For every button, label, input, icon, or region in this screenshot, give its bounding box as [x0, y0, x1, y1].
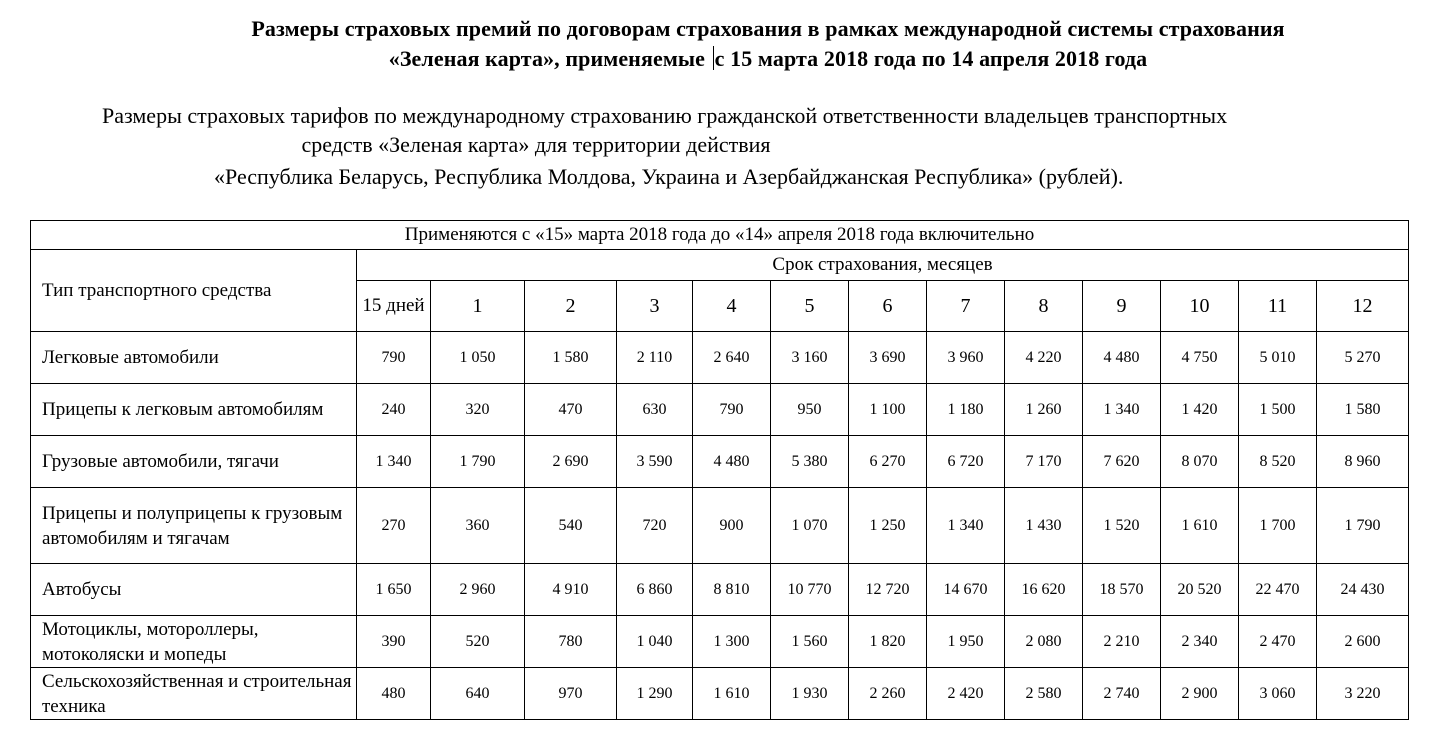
premium-value-cell: 3 960	[927, 332, 1005, 384]
premium-value-cell: 2 470	[1239, 616, 1317, 668]
subtitle-line-2: средств «Зеленая карта» для территории действия	[301, 132, 771, 157]
premium-value-cell: 1 650	[357, 564, 431, 616]
premium-value-cell: 1 500	[1239, 384, 1317, 436]
vehicle-type-cell: Мотоциклы, мотороллеры, мотоколяски и мопеды	[31, 616, 357, 668]
premium-value-cell: 1 420	[1161, 384, 1239, 436]
term-column-header: 4	[693, 281, 771, 332]
table-row	[31, 668, 1409, 720]
table-row	[31, 488, 1409, 564]
premium-value-cell: 1 520	[1083, 488, 1161, 564]
premium-value-cell: 3 220	[1317, 668, 1409, 720]
premium-value-cell: 240	[357, 384, 431, 436]
premium-value-cell: 970	[525, 668, 617, 720]
premium-value-cell: 790	[357, 332, 431, 384]
premium-value-cell: 390	[357, 616, 431, 668]
premium-value-cell: 1 100	[849, 384, 927, 436]
premium-value-cell: 1 820	[849, 616, 927, 668]
premium-value-cell: 1 700	[1239, 488, 1317, 564]
premium-value-cell: 360	[431, 488, 525, 564]
validity-period-banner: Применяются с «15» марта 2018 года до «14» апреля 2018 года включительно	[31, 221, 1409, 250]
insurance-rates-table	[30, 220, 1409, 720]
term-column-header: 9	[1083, 281, 1161, 332]
table-row	[31, 384, 1409, 436]
term-column-header: 15 дней	[357, 281, 431, 332]
premium-value-cell: 24 430	[1317, 564, 1409, 616]
premium-value-cell: 1 340	[357, 436, 431, 488]
subtitle-line-3: «Республика Беларусь, Республика Молдова, Украина и Азербайджанская Республика» (рублей).	[214, 164, 1124, 189]
premium-value-cell: 1 180	[927, 384, 1005, 436]
premium-value-cell: 2 580	[1005, 668, 1083, 720]
premium-value-cell: 5 270	[1317, 332, 1409, 384]
premium-value-cell: 2 600	[1317, 616, 1409, 668]
vehicle-type-cell: Прицепы и полуприцепы к грузовым автомобилям и тягачам	[31, 488, 357, 564]
premium-value-cell: 1 040	[617, 616, 693, 668]
premium-value-cell: 1 050	[431, 332, 525, 384]
term-column-header: 3	[617, 281, 693, 332]
premium-value-cell: 8 520	[1239, 436, 1317, 488]
term-column-header: 6	[849, 281, 927, 332]
premium-value-cell: 22 470	[1239, 564, 1317, 616]
premium-value-cell: 4 480	[1083, 332, 1161, 384]
table-row	[31, 332, 1409, 384]
premium-value-cell: 4 910	[525, 564, 617, 616]
premium-value-cell: 270	[357, 488, 431, 564]
premium-value-cell: 8 960	[1317, 436, 1409, 488]
premium-value-cell: 320	[431, 384, 525, 436]
term-column-header: 8	[1005, 281, 1083, 332]
premium-value-cell: 1 250	[849, 488, 927, 564]
premium-value-cell: 520	[431, 616, 525, 668]
premium-value-cell: 2 690	[525, 436, 617, 488]
premium-value-cell: 1 560	[771, 616, 849, 668]
insurance-term-header: Срок страхования, месяцев	[357, 250, 1409, 281]
premium-value-cell: 1 790	[431, 436, 525, 488]
premium-value-cell: 2 900	[1161, 668, 1239, 720]
term-column-header: 2	[525, 281, 617, 332]
premium-value-cell: 2 340	[1161, 616, 1239, 668]
table-row	[31, 616, 1409, 668]
document-title-line-1: Размеры страховых премий по договорам страхования в рамках международной системы страхования	[251, 16, 1285, 41]
premium-value-cell: 20 520	[1161, 564, 1239, 616]
term-column-header: 12	[1317, 281, 1409, 332]
premium-value-cell: 6 860	[617, 564, 693, 616]
premium-value-cell: 900	[693, 488, 771, 564]
premium-value-cell: 720	[617, 488, 693, 564]
premium-value-cell: 2 260	[849, 668, 927, 720]
premium-value-cell: 3 160	[771, 332, 849, 384]
document-title-line-2	[0, 44, 1446, 74]
term-column-header: 5	[771, 281, 849, 332]
premium-value-cell: 3 590	[617, 436, 693, 488]
premium-value-cell: 4 750	[1161, 332, 1239, 384]
premium-value-cell: 7 620	[1083, 436, 1161, 488]
premium-value-cell: 480	[357, 668, 431, 720]
premium-value-cell: 6 720	[927, 436, 1005, 488]
premium-value-cell: 1 930	[771, 668, 849, 720]
premium-value-cell: 780	[525, 616, 617, 668]
premium-value-cell: 7 170	[1005, 436, 1083, 488]
premium-value-cell: 4 480	[693, 436, 771, 488]
premium-value-cell: 2 640	[693, 332, 771, 384]
premium-value-cell: 12 720	[849, 564, 927, 616]
premium-value-cell: 640	[431, 668, 525, 720]
premium-value-cell: 8 070	[1161, 436, 1239, 488]
vehicle-type-cell: Автобусы	[31, 564, 357, 616]
term-column-header: 11	[1239, 281, 1317, 332]
vehicle-type-cell: Сельскохозяйственная и строительная техника	[31, 668, 357, 720]
premium-value-cell: 4 220	[1005, 332, 1083, 384]
vehicle-type-header: Тип транспортного средства	[31, 250, 357, 332]
term-column-header: 1	[431, 281, 525, 332]
premium-value-cell: 630	[617, 384, 693, 436]
premium-value-cell: 1 340	[1083, 384, 1161, 436]
premium-value-cell: 1 790	[1317, 488, 1409, 564]
premium-value-cell: 16 620	[1005, 564, 1083, 616]
table-row	[31, 564, 1409, 616]
title-line-2-part-b: с 15 марта 2018 года по 14 апреля 2018 года	[714, 46, 1148, 71]
premium-value-cell: 470	[525, 384, 617, 436]
table-row	[31, 436, 1409, 488]
subtitle-line-1: Размеры страховых тарифов по международному страхованию гражданской ответственности владельцев транспортных	[102, 103, 1228, 128]
text-cursor	[713, 46, 714, 70]
vehicle-type-cell: Грузовые автомобили, тягачи	[31, 436, 357, 488]
premium-value-cell: 18 570	[1083, 564, 1161, 616]
premium-value-cell: 1 580	[525, 332, 617, 384]
premium-value-cell: 1 070	[771, 488, 849, 564]
premium-value-cell: 1 610	[1161, 488, 1239, 564]
premium-value-cell: 950	[771, 384, 849, 436]
premium-value-cell: 10 770	[771, 564, 849, 616]
premium-value-cell: 540	[525, 488, 617, 564]
premium-value-cell: 1 340	[927, 488, 1005, 564]
premium-value-cell: 6 270	[849, 436, 927, 488]
premium-value-cell: 1 430	[1005, 488, 1083, 564]
premium-value-cell: 1 580	[1317, 384, 1409, 436]
premium-value-cell: 1 260	[1005, 384, 1083, 436]
premium-value-cell: 2 740	[1083, 668, 1161, 720]
premium-value-cell: 2 210	[1083, 616, 1161, 668]
vehicle-type-cell: Легковые автомобили	[31, 332, 357, 384]
premium-value-cell: 8 810	[693, 564, 771, 616]
premium-value-cell: 5 380	[771, 436, 849, 488]
term-column-header: 10	[1161, 281, 1239, 332]
premium-value-cell: 1 290	[617, 668, 693, 720]
title-line-2-part-a: «Зеленая карта», применяемые	[388, 46, 711, 71]
premium-value-cell: 1 300	[693, 616, 771, 668]
premium-value-cell: 14 670	[927, 564, 1005, 616]
premium-value-cell: 3 060	[1239, 668, 1317, 720]
premium-value-cell: 5 010	[1239, 332, 1317, 384]
premium-value-cell: 2 110	[617, 332, 693, 384]
premium-value-cell: 790	[693, 384, 771, 436]
premium-value-cell: 3 690	[849, 332, 927, 384]
premium-value-cell: 2 960	[431, 564, 525, 616]
premium-value-cell: 1 610	[693, 668, 771, 720]
term-column-header: 7	[927, 281, 1005, 332]
premium-value-cell: 2 080	[1005, 616, 1083, 668]
premium-value-cell: 1 950	[927, 616, 1005, 668]
vehicle-type-cell: Прицепы к легковым автомобилям	[31, 384, 357, 436]
premium-value-cell: 2 420	[927, 668, 1005, 720]
